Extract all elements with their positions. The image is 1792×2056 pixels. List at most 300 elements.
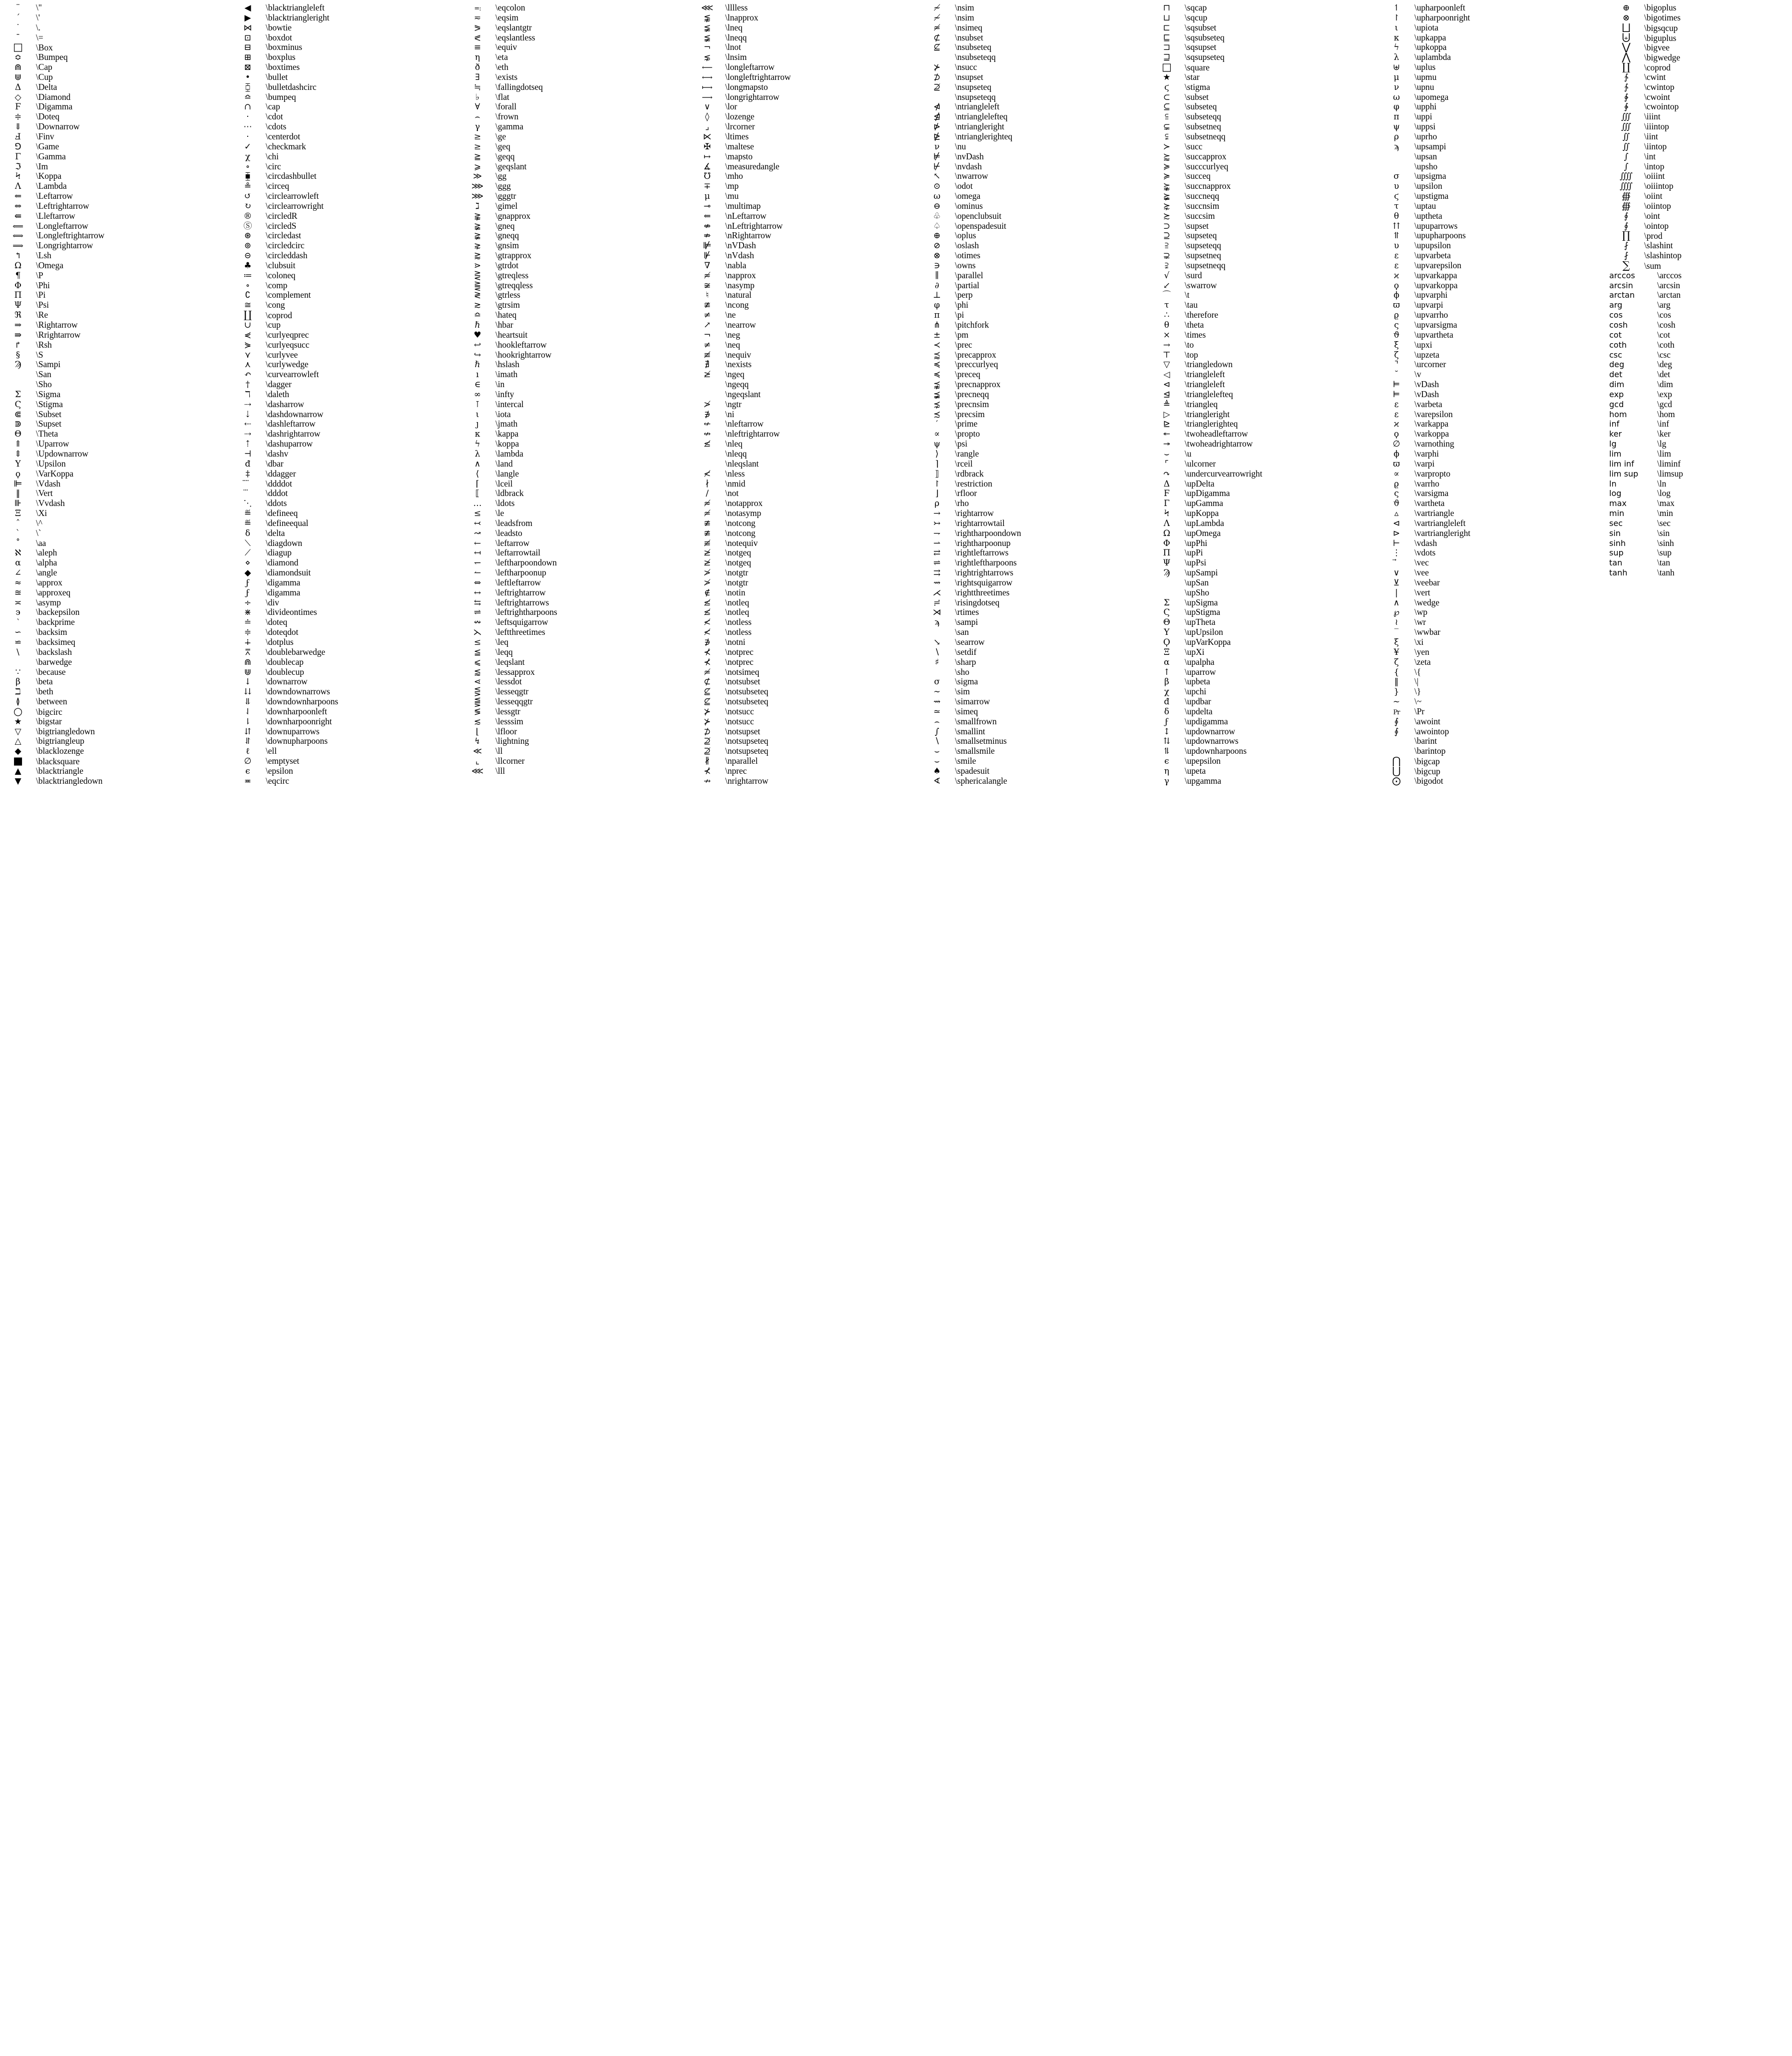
symbol-glyph: ⊉ [933, 82, 941, 92]
symbol-row [0, 271, 230, 281]
latex-command: \openclubsuit [955, 210, 1001, 221]
symbol-glyph: Γ [1164, 499, 1170, 509]
latex-command: \trianglelefteq [1185, 389, 1233, 399]
symbol-row [1378, 221, 1608, 231]
symbol-row [1608, 538, 1782, 548]
latex-command: \iint [1644, 131, 1658, 141]
latex-command: \nearrow [725, 320, 756, 330]
latex-command: \prod [1644, 231, 1663, 241]
latex-command: \notless [725, 627, 752, 637]
symbol-glyph: ≀ [1394, 617, 1398, 628]
symbol-row [919, 538, 1149, 548]
symbol-glyph: ≝ [244, 518, 252, 528]
symbol-row [1608, 221, 1782, 231]
symbol-row [1149, 251, 1378, 261]
latex-command: \mu [725, 191, 739, 201]
symbol-glyph: ≐ [244, 617, 252, 628]
latex-command: \approx [36, 577, 62, 587]
latex-command: \rdbrack [955, 468, 984, 479]
latex-command: \gtreqqless [495, 280, 533, 290]
latex-command: \cwoint [1644, 91, 1670, 102]
symbol-glyph: ψ [1393, 122, 1400, 132]
symbol-glyph: gcd [1609, 399, 1624, 409]
latex-command: \Leftrightarrow [36, 200, 89, 211]
latex-command: \deg [1657, 359, 1672, 370]
symbol-row [689, 617, 919, 627]
symbol-row [919, 677, 1149, 687]
latex-command: \iiint [1644, 111, 1661, 122]
latex-command: \nsucc [955, 62, 977, 72]
symbol-glyph: ∔ [244, 637, 252, 647]
latex-command: \downdownharpoons [266, 696, 339, 707]
symbol-glyph: ⊖ [933, 201, 941, 211]
latex-command: \lneqq [725, 32, 747, 42]
symbol-glyph: θ [1164, 320, 1170, 330]
symbol-row [1608, 410, 1782, 420]
symbol-glyph: ⌣ [1164, 449, 1170, 459]
latex-command: \sinh [1657, 537, 1674, 548]
latex-command: \blacktriangleleft [266, 2, 325, 12]
symbol-row [459, 92, 689, 102]
symbol-glyph: ⟷ [702, 72, 713, 82]
symbol-row [1608, 162, 1782, 172]
symbol-glyph: ≬ [16, 697, 20, 707]
symbol-glyph: ϡ [934, 617, 939, 628]
latex-command: \dotplus [266, 637, 294, 647]
symbol-glyph: δ [1164, 706, 1170, 717]
symbol-glyph: ↾ [933, 479, 941, 489]
symbol-glyph: ∧ [474, 459, 481, 469]
latex-command: \gtrless [495, 290, 520, 300]
symbol-glyph: ⨄ [1622, 31, 1631, 43]
latex-command: \ldots [495, 498, 515, 509]
symbol-glyph: ≺ [933, 340, 941, 350]
symbol-row [230, 162, 459, 172]
symbol-glyph [230, 480, 266, 490]
latex-command: \Sigma [36, 389, 60, 399]
symbol-row [459, 607, 689, 617]
symbol-glyph: ⋔ [933, 320, 941, 330]
symbol-glyph: ∄ [705, 360, 710, 370]
symbol-glyph: ∲ [1624, 102, 1629, 112]
symbol-row [919, 469, 1149, 479]
symbol-row [1608, 171, 1782, 181]
symbol-glyph: ⪆ [473, 251, 481, 261]
symbol-row [689, 370, 919, 380]
latex-command: \coth [1657, 339, 1675, 350]
symbol-glyph: ϖ [1393, 459, 1400, 469]
symbol-row [1149, 181, 1378, 191]
symbol-row [1378, 211, 1608, 221]
latex-command: \lesseqgtr [495, 686, 529, 697]
symbol-row [1149, 677, 1378, 687]
symbol-row [230, 607, 459, 617]
symbol-glyph: ρ [1394, 131, 1399, 142]
symbol-glyph: ⊘ [933, 241, 941, 251]
latex-command: \bigtriangledown [36, 726, 95, 736]
latex-command: \ulcorner [1185, 458, 1216, 469]
latex-command: \ddddot [266, 478, 292, 489]
latex-command: \simarrow [955, 696, 990, 707]
symbol-glyph: ⊵ [1163, 419, 1171, 430]
symbol-row [689, 132, 919, 142]
symbol-row [919, 776, 1149, 786]
symbol-row [230, 72, 459, 82]
symbol-row [1149, 518, 1378, 528]
latex-command: \nwarrow [955, 171, 988, 181]
latex-command: \rightharpoondown [955, 527, 1021, 538]
symbol-row [689, 281, 919, 291]
symbol-row [0, 370, 230, 380]
symbol-glyph: ˆ [15, 518, 20, 528]
symbol-row [0, 290, 230, 300]
latex-command: \perp [955, 290, 973, 300]
symbol-glyph: ⋌ [932, 587, 941, 598]
symbol-glyph: ▵ [1394, 509, 1399, 519]
symbol-row [1378, 350, 1608, 360]
symbol-glyph: ⋘ [471, 766, 484, 776]
latex-command: \det [1657, 369, 1670, 380]
symbol-row [919, 499, 1149, 509]
symbol-row [689, 171, 919, 181]
latex-command: \succcurlyeq [1185, 161, 1229, 171]
symbol-row [919, 102, 1149, 112]
latex-command: \~ [1414, 696, 1422, 707]
symbol-row [1608, 82, 1782, 92]
symbol-row [1378, 578, 1608, 588]
symbol-row [919, 82, 1149, 92]
symbol-glyph: ⋯ [243, 122, 252, 132]
latex-command: \arg [1657, 300, 1671, 310]
symbol-row [230, 33, 459, 43]
symbol-glyph: ⇛ [14, 330, 22, 340]
symbol-glyph: ≽ [1163, 161, 1171, 172]
latex-command: \leq [495, 637, 508, 647]
symbol-glyph: ⊞ [244, 52, 252, 63]
latex-command: \gtreqless [495, 270, 529, 280]
symbol-glyph: ≰ [703, 597, 711, 608]
latex-command: \succapprox [1185, 151, 1227, 161]
symbol-glyph: ⊨ [1392, 389, 1400, 400]
symbol-glyph: ⊆ [1163, 102, 1171, 112]
symbol-row [1608, 52, 1782, 62]
symbol-column-3 [459, 3, 689, 776]
symbol-row [1149, 360, 1378, 370]
symbol-glyph: ⊫ [13, 479, 22, 489]
symbol-glyph: ≇ [703, 528, 711, 538]
symbol-row [1149, 231, 1378, 241]
latex-command: \flat [495, 91, 509, 102]
symbol-row [1378, 707, 1608, 717]
symbol-glyph: ⫋ [1165, 131, 1169, 142]
latex-command: \triangleright [1185, 409, 1230, 419]
latex-command: \ntrianglerighteq [955, 131, 1012, 141]
latex-command: \upUpsilon [1185, 627, 1223, 637]
symbol-row [0, 598, 230, 608]
symbol-glyph: ⪺ [1163, 181, 1171, 192]
symbol-glyph: Ϛ [1163, 607, 1170, 618]
symbol-glyph: ≗ [244, 181, 252, 192]
symbol-glyph: Ϟ [15, 171, 21, 182]
latex-command: \stigma [1185, 81, 1210, 92]
latex-command: \lrcorner [725, 121, 755, 132]
symbol-row [1149, 42, 1378, 52]
symbol-glyph: exp [1609, 389, 1624, 399]
symbol-row [0, 459, 230, 469]
symbol-glyph: ≖ [244, 776, 252, 786]
symbol-glyph: lim [1609, 449, 1622, 459]
symbol-row [0, 52, 230, 62]
latex-command: \upxi [1414, 339, 1432, 350]
latex-command: \upalpha [1185, 656, 1215, 667]
latex-command: \notgtr [725, 577, 748, 587]
symbol-glyph: ⥮ [1163, 746, 1171, 757]
symbol-glyph [1378, 558, 1414, 568]
symbol-glyph: ↤ [473, 548, 481, 558]
latex-command: \nequiv [725, 349, 751, 360]
symbol-glyph: ln [1609, 479, 1617, 489]
symbol-glyph: † [245, 380, 250, 390]
latex-command: \succeq [1185, 171, 1211, 181]
symbol-glyph: ≇ [703, 300, 711, 311]
latex-command: \sup [1657, 547, 1672, 558]
symbol-glyph: ♥ [473, 330, 481, 340]
symbol-row [1378, 717, 1608, 727]
latex-command: \tanh [1657, 567, 1675, 578]
latex-command: \lessgtr [495, 706, 520, 716]
latex-command: \iintop [1644, 141, 1667, 151]
symbol-glyph: sinh [1609, 538, 1626, 548]
latex-command: \parallel [955, 270, 983, 280]
symbol-glyph: ω [933, 191, 940, 202]
symbol-row [919, 607, 1149, 617]
symbol-row [919, 509, 1149, 518]
latex-command: \varkappa [1414, 419, 1449, 429]
symbol-row [1378, 667, 1608, 677]
latex-command: \vec [1414, 557, 1429, 568]
latex-command: \Uparrow [36, 439, 69, 449]
symbol-row [230, 410, 459, 420]
latex-command: \circledS [266, 220, 297, 231]
latex-command: \intercal [495, 399, 524, 409]
symbol-glyph: ⇕ [14, 449, 22, 459]
symbol-row [0, 627, 230, 637]
symbol-glyph: ⟺ [12, 231, 23, 241]
latex-command: \lessdot [495, 676, 522, 687]
symbol-glyph: ≱ [703, 558, 711, 568]
symbol-row [0, 746, 230, 756]
latex-command: \upSigma [1185, 597, 1218, 607]
latex-command: \ldbrack [495, 488, 524, 499]
latex-command: \rightrightarrows [955, 567, 1013, 578]
symbol-glyph: ↞ [1163, 429, 1171, 440]
symbol-row [230, 82, 459, 92]
latex-command: \defineequal [266, 517, 309, 528]
latex-command: \veebar [1414, 577, 1440, 587]
symbol-row [1608, 132, 1782, 142]
latex-command: \complement [266, 290, 311, 300]
latex-command: \' [36, 12, 40, 22]
symbol-row [689, 360, 919, 370]
symbol-row [919, 320, 1149, 330]
symbol-row [459, 558, 689, 568]
symbol-row [230, 578, 459, 588]
symbol-glyph: ⋙ [471, 181, 484, 192]
symbol-glyph: ∨ [704, 102, 711, 112]
symbol-row [1149, 588, 1378, 598]
symbol-row [459, 419, 689, 429]
latex-command: \diamondsuit [266, 567, 311, 578]
symbol-row [689, 181, 919, 191]
symbol-row [919, 568, 1149, 578]
symbol-row [689, 439, 919, 449]
symbol-row [459, 578, 689, 588]
latex-command: \top [1185, 349, 1198, 360]
symbol-row [459, 538, 689, 548]
latex-command: \dagger [266, 379, 292, 390]
symbol-glyph: ι [1394, 22, 1398, 33]
symbol-glyph: ≉ [703, 270, 711, 281]
latex-command: \rtimes [955, 607, 979, 617]
symbol-row [0, 518, 230, 528]
symbol-row [1608, 122, 1782, 132]
symbol-glyph: ˙ [15, 22, 20, 33]
symbol-row [0, 607, 230, 617]
symbol-row [230, 310, 459, 320]
latex-command: \chi [266, 151, 279, 161]
symbol-glyph: ≯ [703, 577, 711, 588]
symbol-row [459, 568, 689, 578]
symbol-row [919, 340, 1149, 350]
symbol-glyph: ∦ [704, 756, 710, 767]
symbol-glyph: ◊ [705, 112, 710, 122]
latex-command: \upsampi [1414, 141, 1446, 151]
symbol-glyph: ≧ [473, 151, 481, 162]
symbol-row [1378, 281, 1608, 291]
latex-command: \yen [1414, 646, 1429, 657]
symbol-row [0, 152, 230, 162]
symbol-row [689, 509, 919, 518]
latex-command: \upvarbeta [1414, 250, 1451, 261]
latex-command: \ointop [1644, 220, 1669, 231]
latex-command: \Rsh [36, 339, 52, 350]
latex-command: \wr [1414, 617, 1426, 627]
symbol-glyph: ∢ [933, 776, 941, 786]
symbol-glyph: max [1609, 499, 1627, 509]
latex-command: \doteqdot [266, 627, 299, 637]
symbol-glyph: γ [474, 122, 480, 132]
symbol-row [459, 459, 689, 469]
latex-command: \sampi [955, 617, 978, 627]
latex-command: \Sampi [36, 359, 60, 370]
symbol-row [689, 697, 919, 707]
symbol-row [1149, 330, 1378, 340]
latex-command: \diamond [266, 557, 299, 568]
symbol-row [1149, 390, 1378, 400]
symbol-row [1149, 499, 1378, 509]
symbol-glyph: ↦ [703, 151, 711, 162]
latex-command: \smallsmile [955, 746, 995, 756]
symbol-glyph: β [1164, 677, 1169, 687]
symbol-row [0, 429, 230, 439]
latex-command: \ll [495, 746, 503, 756]
latex-command: \upsilon [1414, 181, 1442, 191]
symbol-glyph: ϛ [1164, 82, 1169, 92]
symbol-glyph: ⋱ [243, 499, 252, 509]
symbol-row [459, 637, 689, 647]
symbol-glyph: ⊥ [933, 290, 941, 301]
symbol-glyph: Ϛ [14, 399, 21, 410]
symbol-row [919, 251, 1149, 261]
symbol-glyph: ⇌ [473, 607, 481, 618]
symbol-row [1608, 380, 1782, 390]
latex-command: \curlywedge [266, 359, 309, 370]
symbol-row [459, 588, 689, 598]
symbol-row [689, 191, 919, 201]
latex-command: \nsupset [955, 71, 983, 82]
symbol-row [459, 112, 689, 122]
latex-command: \infty [495, 389, 514, 399]
symbol-row [689, 667, 919, 677]
symbol-glyph: ♧ [933, 211, 941, 221]
symbol-row [1378, 419, 1608, 429]
symbol-glyph: ˘ [1394, 370, 1399, 380]
symbol-row [1608, 558, 1782, 568]
symbol-row [459, 82, 689, 92]
latex-command: \nrightarrow [725, 775, 769, 786]
symbol-glyph: ♣ [244, 260, 252, 271]
latex-command: \dashv [266, 448, 289, 459]
symbol-glyph: ⪷ [933, 350, 941, 360]
latex-command: \bigtriangleup [36, 736, 84, 746]
symbol-glyph: ∏ [1622, 229, 1631, 242]
symbol-row [0, 231, 230, 241]
symbol-glyph: α [1164, 657, 1170, 667]
symbol-row [919, 3, 1149, 13]
symbol-row [230, 350, 459, 360]
symbol-row [459, 281, 689, 291]
symbol-row [1149, 469, 1378, 479]
symbol-row [1608, 261, 1782, 271]
latex-command: \notleq [725, 597, 749, 607]
symbol-row [0, 92, 230, 102]
symbol-glyph: ▶ [244, 12, 251, 23]
latex-command: \nsim [955, 2, 974, 12]
latex-command: \ltimes [725, 131, 749, 141]
latex-command: \uptau [1414, 200, 1436, 211]
symbol-row [1378, 736, 1608, 746]
symbol-glyph: ⪉ [703, 12, 711, 23]
symbol-glyph: ⊈ [703, 687, 711, 697]
symbol-row [689, 102, 919, 112]
latex-command: \multimap [725, 200, 761, 211]
latex-command: \rightarrow [955, 508, 994, 518]
symbol-row [1608, 191, 1782, 201]
symbol-glyph: Γ [15, 151, 21, 162]
symbol-glyph: · [246, 112, 249, 122]
symbol-row [1608, 152, 1782, 162]
symbol-row [919, 142, 1149, 152]
symbol-glyph: ¬ [703, 42, 711, 53]
symbol-row [459, 171, 689, 181]
symbol-glyph: ∝ [1393, 469, 1399, 479]
symbol-row [1608, 142, 1782, 152]
latex-command: \oiint [1644, 191, 1663, 201]
symbol-row [0, 162, 230, 172]
latex-command: \sigma [955, 676, 978, 687]
symbol-row [230, 380, 459, 390]
symbol-glyph: ∭ [1621, 112, 1632, 122]
